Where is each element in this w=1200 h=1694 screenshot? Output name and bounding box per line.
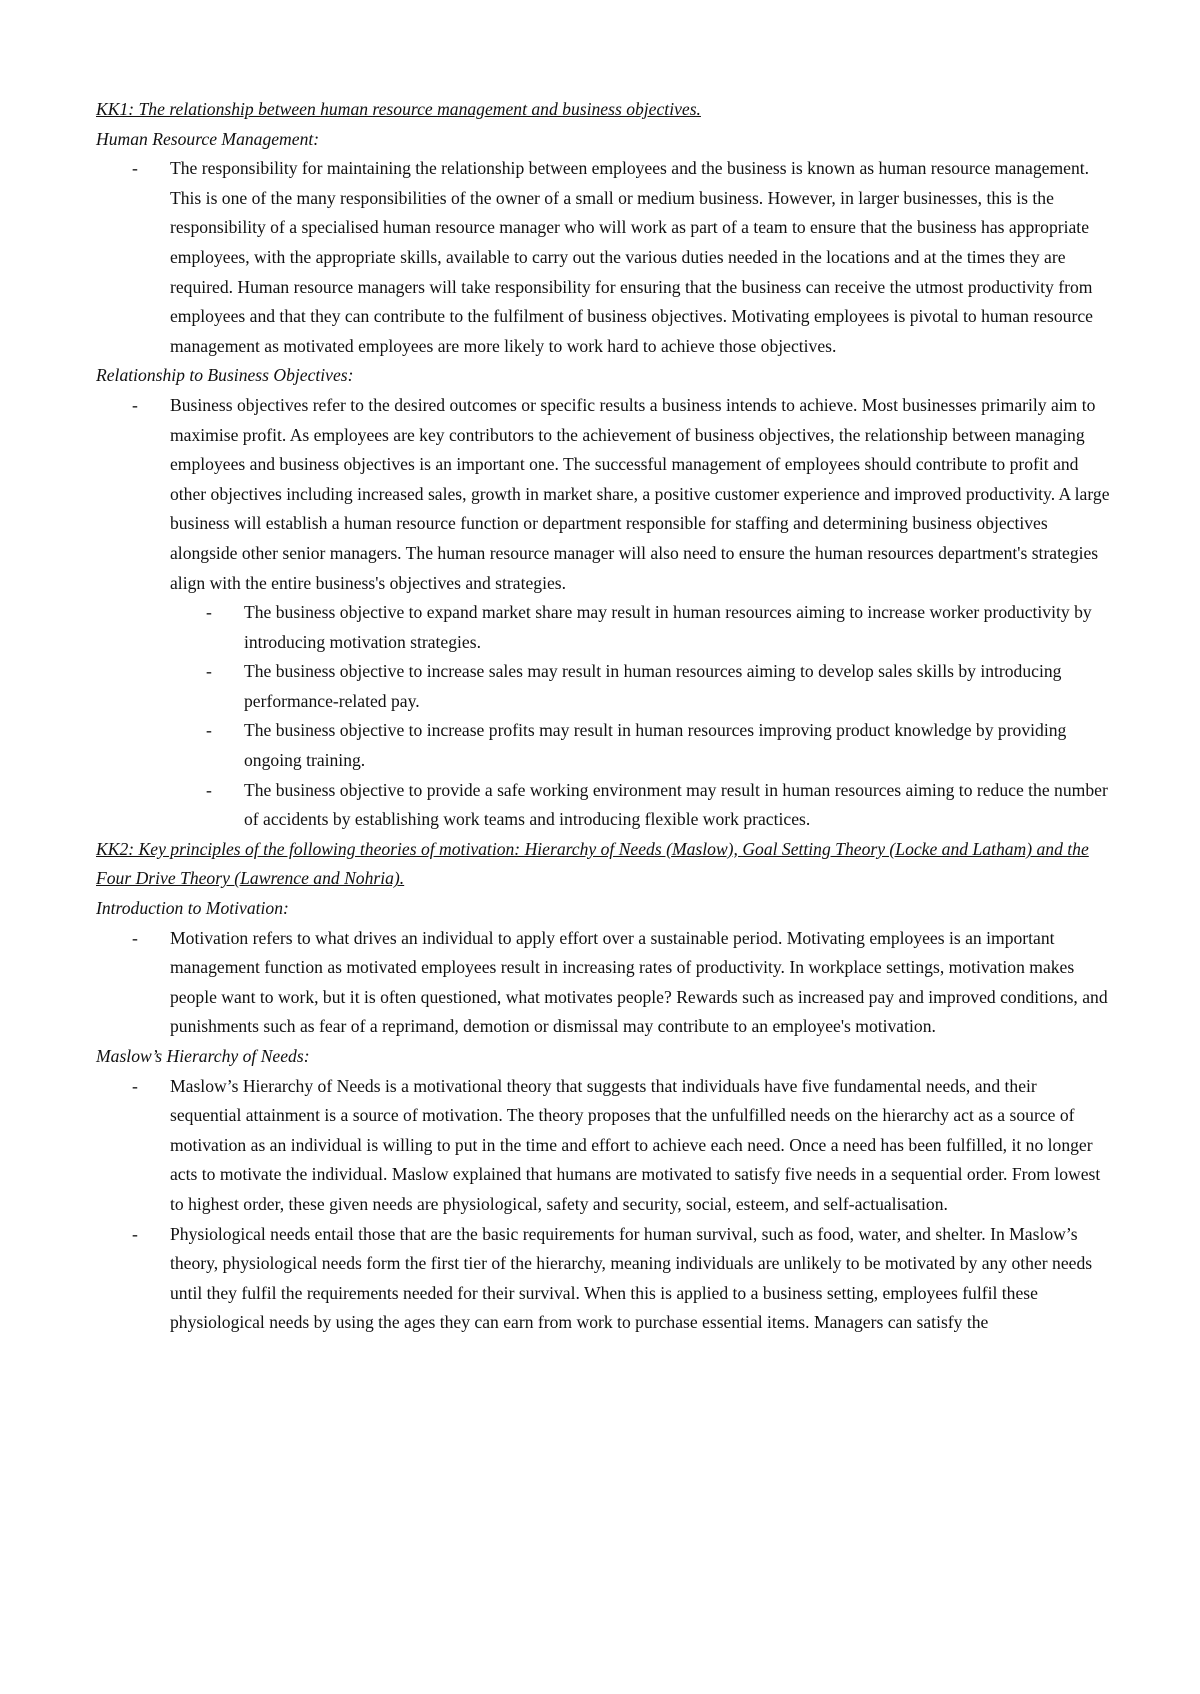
maslow-subheading: Maslow’s Hierarchy of Needs: — [96, 1046, 310, 1066]
objective-sub-bullet: - The business objective to expand market share may result in human resources aiming to increase worker productivity by introducing motivation strategies. — [170, 598, 1110, 657]
relationship-bullet-list — [96, 391, 1110, 835]
motivation-intro-bullet: - Motivation refers to what drives an individual to apply effort over a sustainable period. Motivating employees is an important management function as motivated employees result in increasing rates of productivity. In workplace settings, motivation makes people want to work, but it is often questioned, what motivates people? Rewards such as increased pay and improved conditions, and punishments such as fear of a reprimand, demotion or dismissal may contribute to an employee's motivation. — [96, 924, 1110, 1042]
relationship-bullet — [96, 391, 1110, 835]
objective-sub-bullet: - The business objective to increase sales may result in human resources aiming to develop sales skills by introducing performance-related pay. — [170, 657, 1110, 716]
hrm-bullet-list — [96, 154, 1110, 361]
motivation-intro-subheading: Introduction to Motivation: — [96, 898, 289, 919]
hrm-subheading: Human Resource Management: — [96, 128, 320, 149]
relationship-bullet-text: Business objectives refer to the desired outcomes or specific results a business intends to achieve. Most businesses primarily aim to maximise profit. As employees are key contributors to the achievement of business objectives, the relationship between managing employees and business objectives is an important one. The successful management of employees should contribute to profit and other objectives including increased sales, growth in market share, a positive customer experience and improved productivity. A large business will establish a human resource function or department responsible for staffing and determining business objectives alongside other senior managers. The human resource manager will also need to ensure the human resources department's strategies align with the entire business's objectives and strategies. — [170, 394, 1110, 593]
motivation-intro-list — [96, 924, 1110, 1042]
kk2-heading: KK2: Key principles of the following theories of motivation: Hierarchy of Needs (Maslow), Goal Setting Theory (Locke and Latham) and the Four Drive Theory (Lawrence and Nohria). — [96, 838, 1089, 889]
hrm-bullet: - The responsibility for maintaining the relationship between employees and the business is known as human resource management. This is one of the many responsibilities of the owner of a small or medium business. However, in larger businesses, this is the responsibility of a specialised human resource manager who will work as part of a team to ensure that the business has appropriate employees, with the appropriate skills, available to carry out the various duties needed in the locations and at the times they are required. Human resource managers will take responsibility for ensuring that the business can receive the utmost productivity from employees and that they can contribute to the fulfilment of business objectives. Motivating employees is pivotal to human resource management as motivated employees are more likely to work hard to achieve those objectives. — [96, 154, 1110, 361]
objective-sub-bullet: - The business objective to increase profits may result in human resources improving product knowledge by providing ongoing training. — [170, 716, 1110, 775]
objective-sub-list — [170, 598, 1110, 835]
objective-sub-bullet: - The business objective to provide a safe working environment may result in human resources aiming to reduce the number of accidents by establishing work teams and introducing flexible work practices. — [170, 776, 1110, 835]
kk1-heading: KK1: The relationship between human resource management and business objectives. — [96, 99, 701, 119]
maslow-bullet-list — [96, 1072, 1110, 1338]
maslow-bullet: - Physiological needs entail those that are the basic requirements for human survival, such as food, water, and shelter. In Maslow’s theory, physiological needs form the first tier of the hierarchy, meaning individuals are unlikely to be motivated by any other needs until they fulfil the requirements needed for their survival. When this is applied to a business setting, employees fulfil these physiological needs by using the ages they can earn from work to purchase essential items. Managers can satisfy the — [96, 1220, 1110, 1338]
maslow-bullet: - Maslow’s Hierarchy of Needs is a motivational theory that suggests that individuals have five fundamental needs, and their sequential attainment is a source of motivation. The theory proposes that the unfulfilled needs on the hierarchy act as a source of motivation as an individual is willing to put in the time and effort to achieve each need. Once a need has been fulfilled, it no longer acts to motivate the individual. Maslow explained that humans are motivated to satisfy five needs in a sequential order. From lowest to highest order, these given needs are physiological, safety and security, social, esteem, and self-actualisation. — [96, 1072, 1110, 1220]
relationship-subheading: Relationship to Business Objectives: — [96, 365, 354, 386]
